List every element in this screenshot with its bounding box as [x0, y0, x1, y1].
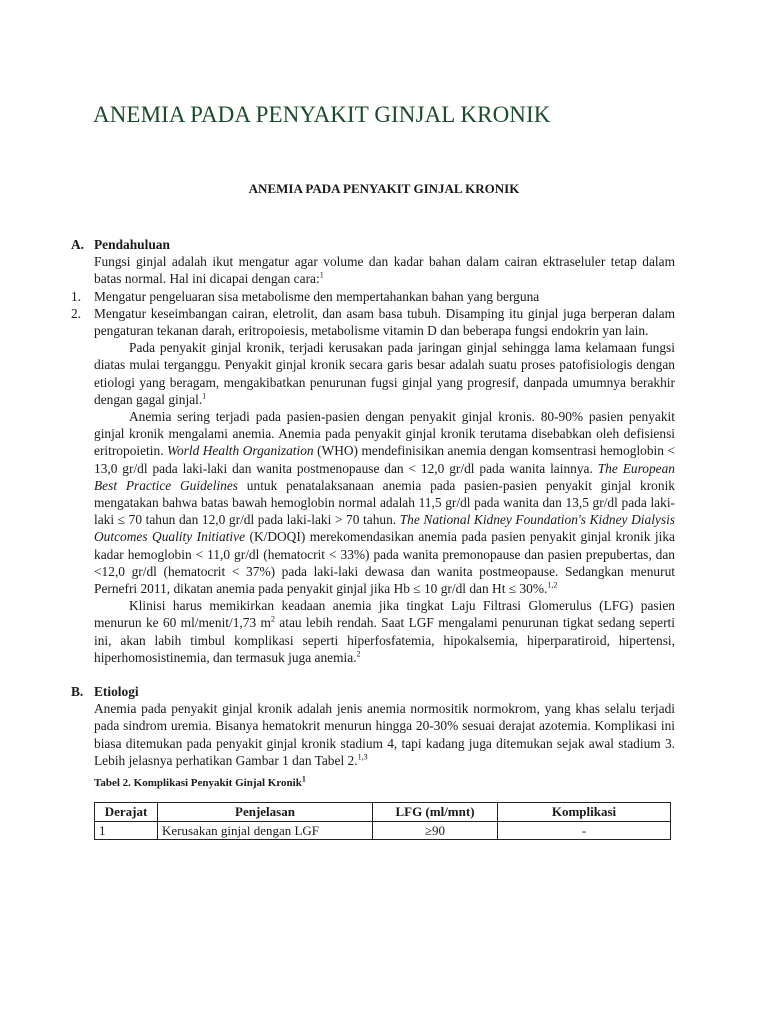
column-header: Penjelasan — [158, 803, 373, 821]
section-a-intro: Fungsi ginjal adalah ikut mengatur agar volume dan kadar bahan dalam cairan ektraseluler tetap dalam batas normal. Hal ini dicapai dengan cara:$^1$ — [94, 254, 675, 287]
table-cell: Kerusakan ginjal dengan LGF — [158, 821, 373, 839]
column-header: Komplikasi — [498, 803, 671, 821]
table-header-row — [95, 803, 671, 821]
complications-table — [94, 802, 671, 839]
table-cell: 1 — [95, 821, 158, 839]
section-b-heading: B. Etiologi — [71, 684, 139, 700]
table-cell: ≥90 — [373, 821, 498, 839]
table-cell: - — [498, 821, 671, 839]
paragraph: Anemia pada penyakit ginjal kronik adalah jenis anemia normositik normokrom, yang khas selalu terjadi pada sindrom uremia. Bisanya hematokrit menurun hingga 20-30% sesuai derajat azotemia. Komplikasi ini biasa ditemukan pada penyakit ginjal kronik stadium 4, tapi kadang juga ditemukan sejak awal stadium 3. Lebih jelasnya perhatikan Gambar 1 dan Tabel 2.$^{1,3}$ — [94, 701, 675, 768]
paragraph: Anemia sering terjadi pada pasien-pasien dengan penyakit ginjal kronis. 80-90% pasien penyakit ginjal kronik mengalami anemia. Anemia pada penyakit ginjal kronik terutama disebabkan oleh defisiensi eritropoietin. World Health Organization (WHO) mendefinisikan anemia dengan komsentrasi hemoglobin < 13,0 gr/dl pada laki-laki dan wanita postmenopause dan < 12,0 gr/dl pada wanita lainnya. The European Best Practice Guidelines untuk penatalaksanaan anemia pada pasien-pasien penyakit ginjal kronik mengatakan bahwa batas bawah hemoglobin normal adalah 11,5 gr/dl pada wanita dan 13,5 gr/dl pada laki-laki ≤ 70 tahun dan 12,0 gr/dl pada laki-laki > 70 tahun. The National Kidney Foundation's Kidney Dialysis Outcomes Quality Initiative (K/DOQI) merekomendasikan anemia pada pasien penyakit ginjal kronik jika kadar hemoglobin < 11,0 gr/dl (hematocrit < 33%) pada wanita premonopause dan pasien prepubertas, dan <12,0 gr/dl (hematocrit < 37%) pada laki-laki dewasa dan wanita postmeopause. Sedangkan menurut Pernefri 2011, dikatan anemia pada penyakit ginjal jika Hb ≤ 10 gr/dl dan Ht ≤ 30%.$^{1,2}$ — [94, 409, 676, 597]
table-caption: Tabel 2. Komplikasi Penyakit Ginjal Kronik$^1$ — [94, 774, 306, 790]
paragraph: Klinisi harus memikirkan keadaan anemia jika tingkat Laju Filtrasi Glomerulus (LFG) pasien menurun ke 60 ml/menit/1,73 $m^2$ atau lebih rendah. Saat LGF mengalami penurunan tigkat sedang seperti ini, akan labih timbul komplikasi seperti hiperfosfatemia, hipokalsemia, hiperparatiroid, hipertensi, hiperhomosistinemia, dan termasuk juga anemia.$^2$ — [94, 598, 675, 665]
article-title: ANEMIA PADA PENYAKIT GINJAL KRONIK — [248, 181, 520, 196]
article-body — [71, 236, 675, 840]
document-title: ANEMIA PADA PENYAKIT GINJAL KRONIK — [93, 102, 551, 127]
paragraph: Pada penyakit ginjal kronik, terjadi kerusakan pada jaringan ginjal sehingga lama kelamaan fungsi diatas mulai terganggu. Penyakit ginjal kronik secara garis besar adalah suatu proses patofisiologis dengan etiologi yang beragam, mengakibatkan penurunan fugsi ginjal yang progresif, danpada umumnya berakhir dengan gagal ginjal.$^1$ — [94, 340, 675, 407]
column-header: Derajat — [95, 803, 158, 821]
column-header: LFG (ml/mnt) — [373, 803, 498, 821]
section-a-heading: A. Pendahuluan — [71, 237, 170, 252]
list-item: 2. Mengatur keseimbangan cairan, eletrolit, dan asam basa tubuh. Disamping itu ginjal juga berperan dalam pengaturan tekanan darah, eritropoiesis, metabolisme vitamin D dan beberapa fungsi endokrin yan lain. — [71, 305, 675, 339]
table-row — [95, 821, 671, 839]
list-item: 1. Mengatur pengeluaran sisa metabolisme den mempertahankan bahan yang berguna — [71, 288, 540, 304]
